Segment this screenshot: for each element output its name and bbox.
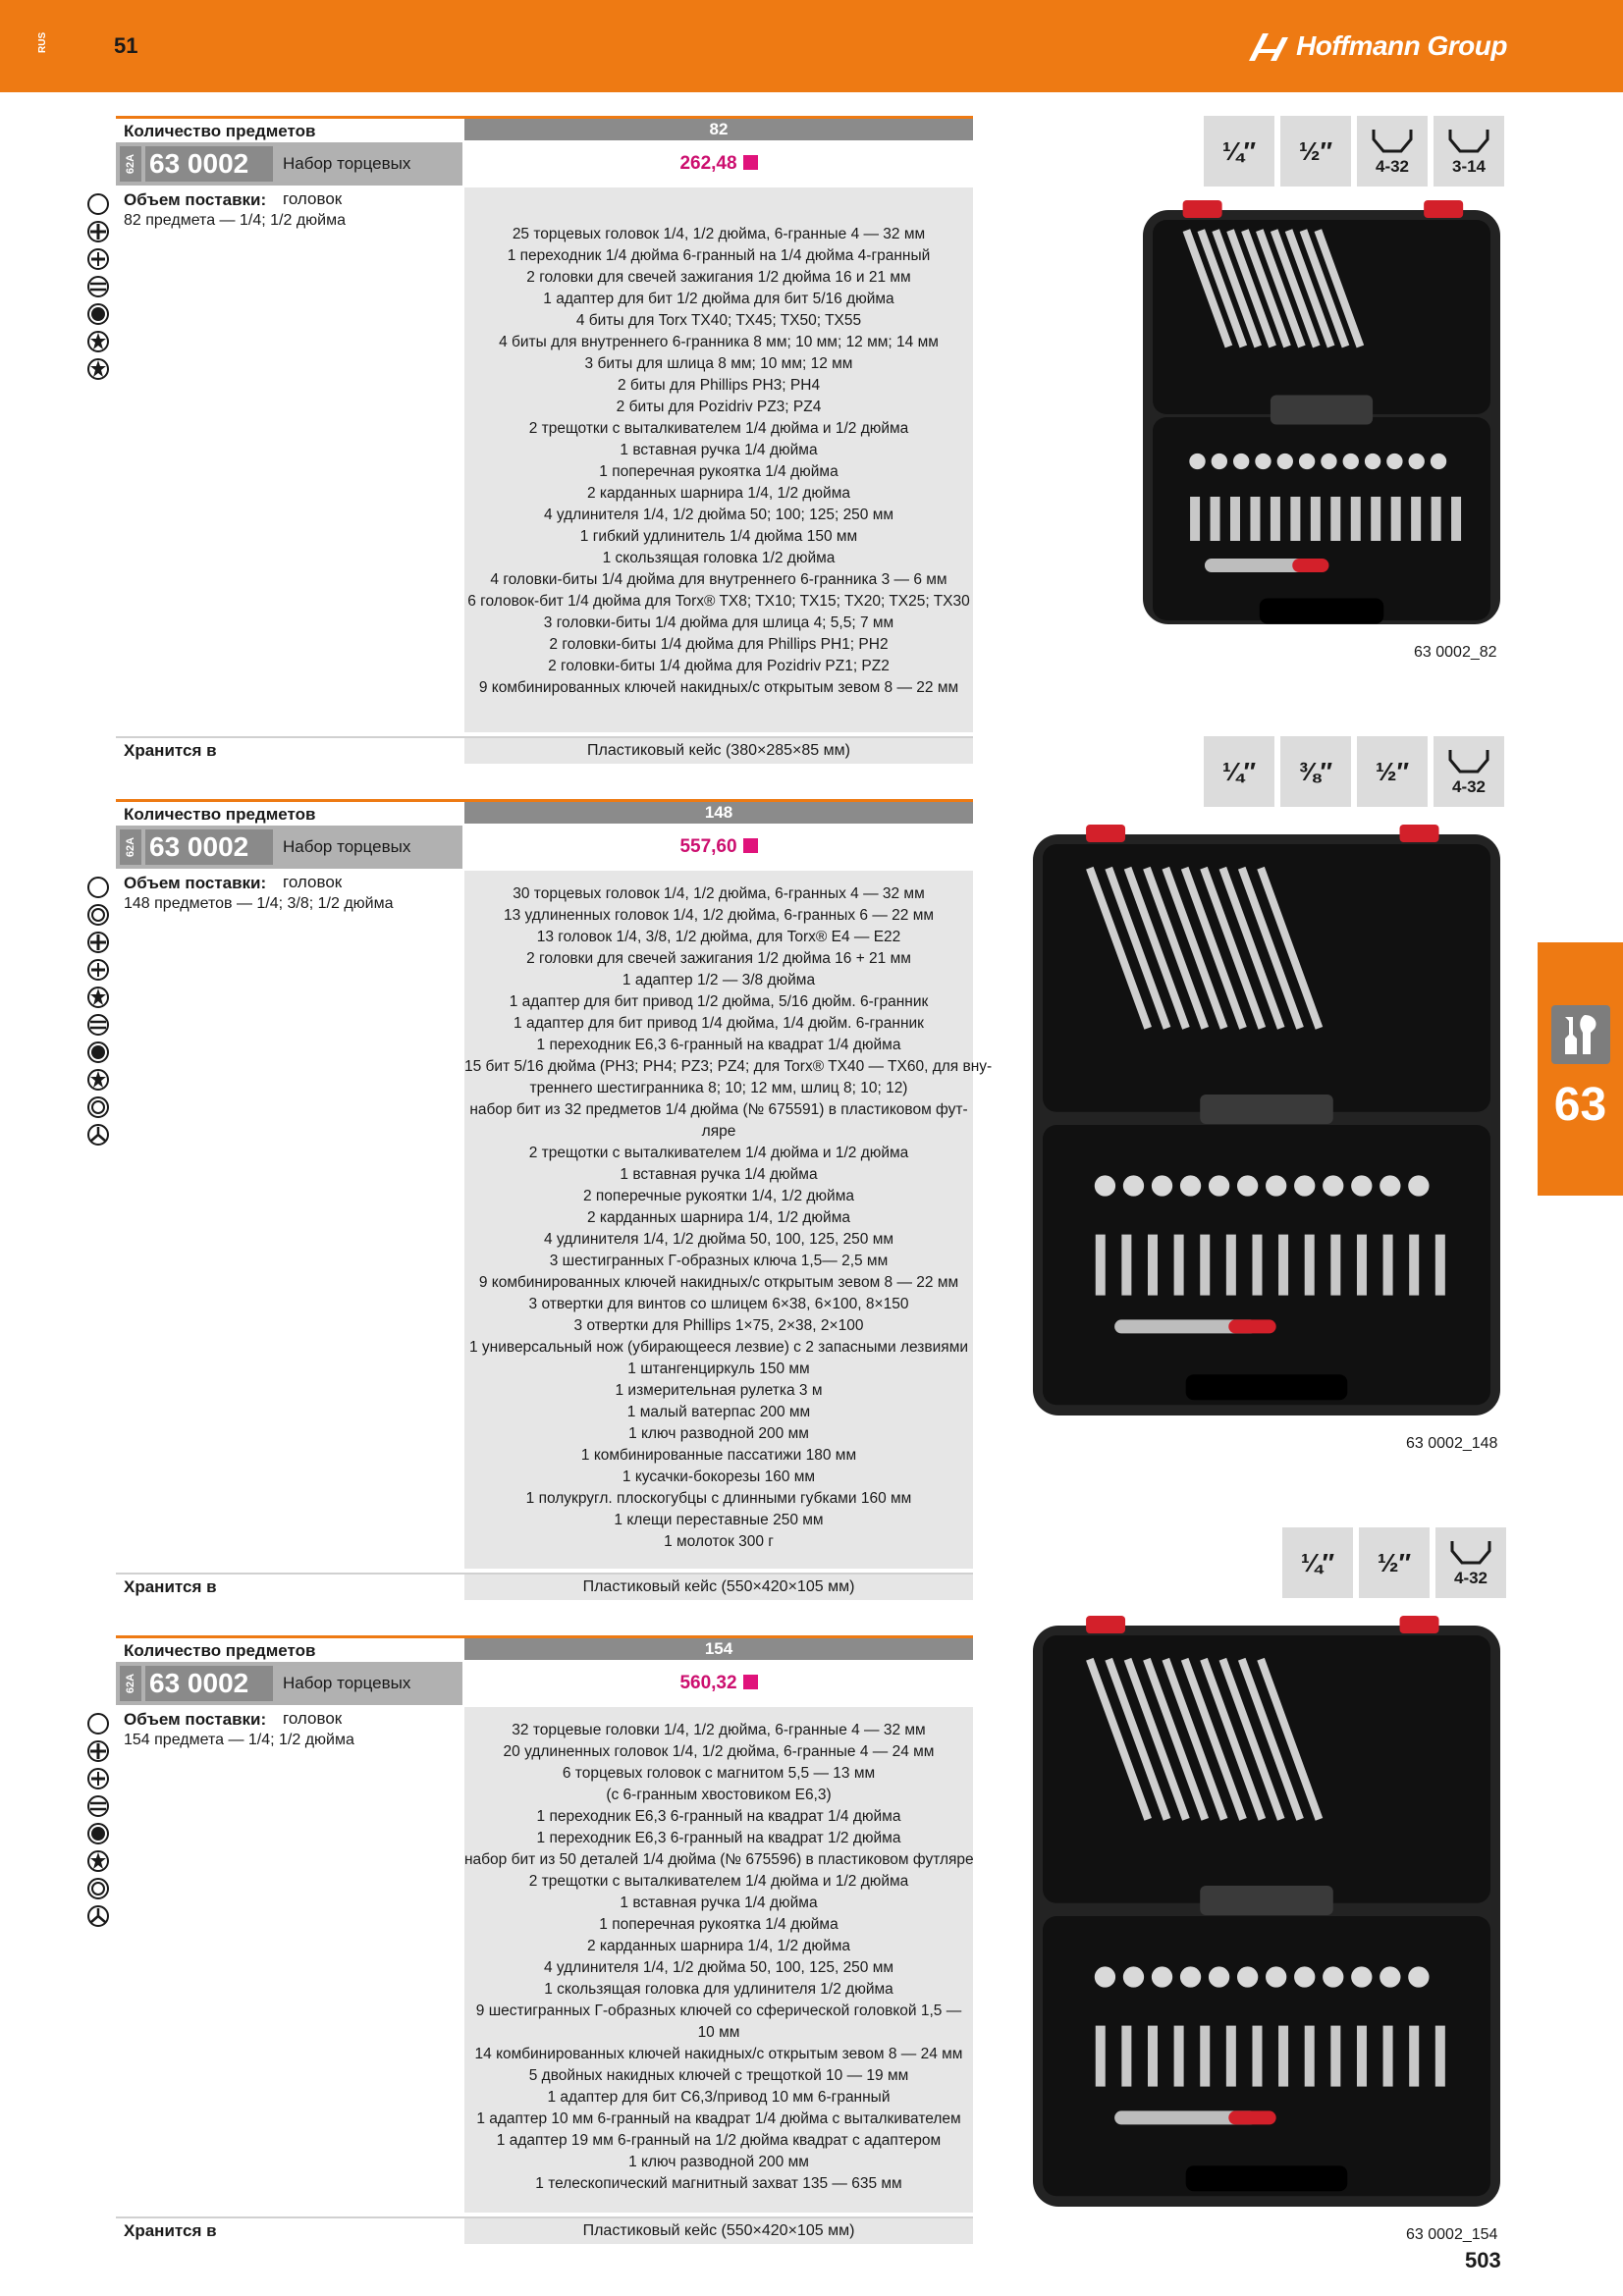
product-block: [116, 799, 993, 1604]
article-number: 63 0002: [145, 146, 273, 182]
item-line: 1 ключ разводной 200 мм: [628, 2154, 809, 2170]
item-line: ляре: [701, 1123, 736, 1140]
item-line: 1 переходник E6,3 6-гранный на квадрат 1/4 дюйма: [536, 1808, 901, 1825]
item-line: 30 торцевых головок 1/4, 1/2 дюйма, 6-гранных 4 — 32 мм: [513, 885, 925, 902]
chapter-tab[interactable]: [1538, 942, 1623, 1196]
drive-size: ¼″: [1204, 116, 1274, 187]
tool-type-icon: [86, 1767, 110, 1790]
item-line: 9 шестигранных Г-образных ключей со сферической головкой 1,5 —: [475, 2002, 962, 2019]
scope-text: 82 предмета — 1/4; 1/2 дюйма: [124, 212, 346, 229]
drive-size: ½″: [1357, 736, 1428, 807]
item-line: 14 комбинированных ключей накидных/с открытым зевом 8 — 24 мм: [474, 2046, 963, 2062]
storage-value: Пластиковый кейс (550×420×105 мм): [464, 2218, 973, 2244]
item-line: 2 поперечные рукоятки 1/4, 1/2 дюйма: [582, 1188, 854, 1204]
scope-text: 148 предметов — 1/4; 3/8; 1/2 дюйма: [124, 895, 394, 912]
price: 557,60: [464, 826, 973, 869]
item-line: 1 малый ватерпас 200 мм: [626, 1404, 811, 1420]
size-indicators: [1204, 736, 1504, 807]
item-line: 2 головки для свечей зажигания 1/2 дюйма 16 и 21 мм: [526, 269, 911, 286]
item-line: 1 адаптер для бит привод 1/4 дюйма, 1/4 дюйм. 6-гранник: [514, 1015, 924, 1032]
item-line: 2 биты для Pozidriv PZ3; PZ4: [616, 399, 822, 415]
drive-size: ½″: [1359, 1527, 1430, 1598]
tools-icon: [1551, 1005, 1610, 1064]
price-marker-icon: [743, 155, 758, 170]
size-range: 4-32: [1451, 777, 1487, 796]
item-line: 2 карданных шарнира 1/4, 1/2 дюйма: [587, 485, 850, 502]
image-caption: 63 0002_154: [1406, 2226, 1498, 2243]
product-name: Набор торцевых головок: [283, 837, 411, 891]
item-line: 4 биты для внутреннего 6-гранника 8 мм; 10 мм; 12 мм; 14 мм: [499, 334, 939, 350]
item-line: 1 ключ разводной 200 мм: [628, 1425, 809, 1442]
hoffmann-logo-icon: [1247, 29, 1290, 63]
hex-socket-icon: [1357, 116, 1428, 187]
item-line: набор бит из 32 предметов 1/4 дюйма (№ 675591) в пластиковом фут-: [469, 1101, 968, 1118]
item-line: 1 адаптер 10 мм 6-гранный на квадрат 1/4 дюйма с выталкивателем: [476, 2110, 961, 2127]
items-list: [464, 1720, 973, 2195]
item-line: 1 измерительная рулетка 3 м: [615, 1382, 823, 1399]
item-line: 1 вставная ручка 1/4 дюйма: [620, 1895, 818, 1911]
tool-type-icon: [86, 330, 110, 353]
scope-label: Объем поставки:: [124, 874, 267, 892]
scope-text: 154 предмета — 1/4; 1/2 дюйма: [124, 1732, 354, 1748]
tool-type-icon: [86, 357, 110, 381]
product-name: Набор торцевых головок: [283, 154, 411, 208]
language-code: RUS: [37, 31, 48, 53]
material-code: 62A: [120, 829, 141, 865]
hex-socket-icon: [1435, 1527, 1506, 1598]
tool-type-icon: [86, 1739, 110, 1763]
item-line: 1 комбинированные пассатижи 180 мм: [580, 1447, 857, 1464]
image-caption: 63 0002_148: [1406, 1435, 1498, 1452]
item-line: 1 штангенциркуль 150 мм: [627, 1361, 810, 1377]
item-line: 1 клещи переставные 250 мм: [614, 1512, 824, 1528]
item-line: 13 головок 1/4, 3/8, 1/2 дюйма, для Torx® E4 — E22: [536, 929, 901, 945]
tool-type-icon: [86, 1013, 110, 1037]
quantity-value: 148: [464, 802, 973, 824]
image-caption: 63 0002_82: [1414, 644, 1497, 661]
tool-type-icon: [86, 1877, 110, 1900]
drive-size: ¼″: [1204, 736, 1274, 807]
brand-name: Hoffmann Group: [1296, 30, 1507, 61]
hex-socket-icon: [1434, 736, 1504, 807]
item-line: 4 удлинителя 1/4, 1/2 дюйма 50; 100; 125; 250 мм: [543, 507, 894, 523]
tool-type-icon: [86, 192, 110, 216]
item-line: 3 биты для шлица 8 мм; 10 мм; 12 мм: [584, 355, 853, 372]
material-code: 62A: [120, 146, 141, 182]
quantity-value: 82: [464, 119, 973, 140]
item-line: 3 отвертки для винтов со шлицем 6×38, 6×100, 8×150: [528, 1296, 909, 1312]
hex-socket-icon: [1434, 116, 1504, 187]
tool-type-icon: [86, 986, 110, 1009]
tool-type-icon: [86, 1712, 110, 1735]
item-line: 4 удлинителя 1/4, 1/2 дюйма 50, 100, 125, 250 мм: [543, 1231, 894, 1248]
price-marker-icon: [743, 1675, 758, 1689]
item-line: 2 головки-биты 1/4 дюйма для Phillips PH1; PH2: [549, 636, 889, 653]
article-number: 63 0002: [145, 829, 273, 865]
item-line: 1 адаптер для бит 1/2 дюйма для бит 5/16 дюйма: [543, 291, 894, 307]
item-line: 2 биты для Phillips PH3; PH4: [617, 377, 821, 394]
item-line: 2 трещотки с выталкивателем 1/4 дюйма и 1/2 дюйма: [528, 1145, 909, 1161]
item-line: 32 торцевые головки 1/4, 1/2 дюйма, 6-гранные 4 — 32 мм: [512, 1722, 926, 1738]
item-line: 13 удлиненных головок 1/4, 1/2 дюйма, 6-гранных 6 — 22 мм: [503, 907, 935, 924]
size-indicators: [1204, 116, 1504, 187]
item-line: 1 адаптер 1/2 — 3/8 дюйма: [622, 972, 816, 988]
size-range: 4-32: [1375, 157, 1410, 176]
drive-size: ⅜″: [1280, 736, 1351, 807]
tool-type-icon: [86, 1123, 110, 1147]
item-line: 1 кусачки-бокорезы 160 мм: [622, 1468, 816, 1485]
article-number: 63 0002: [145, 1666, 273, 1701]
item-line: 1 поперечная рукоятка 1/4 дюйма: [599, 463, 839, 480]
item-line: 1 телескопический магнитный захват 135 — 635 мм: [535, 2175, 902, 2192]
toolcase-image: [1139, 196, 1504, 638]
scope-label: Объем поставки:: [124, 190, 267, 209]
page-number-bottom: 503: [1465, 2248, 1501, 2272]
item-line: 2 карданных шарнира 1/4, 1/2 дюйма: [587, 1209, 850, 1226]
scope-label: Объем поставки:: [124, 1710, 267, 1729]
page-number-top: 51: [114, 33, 138, 58]
product-name: Набор торцевых головок: [283, 1674, 411, 1728]
tool-type-icon: [86, 1794, 110, 1818]
brand-logo: [1247, 29, 1507, 63]
item-line: 2 карданных шарнира 1/4, 1/2 дюйма: [587, 1938, 850, 1954]
tool-type-icons: [86, 876, 110, 1147]
size-indicators: [1282, 1527, 1506, 1598]
quantity-label: Количество предметов: [124, 122, 316, 140]
item-line: 2 трещотки с выталкивателем 1/4 дюйма и 1/2 дюйма: [528, 420, 909, 437]
size-range: 3-14: [1451, 157, 1487, 176]
tool-type-icon: [86, 876, 110, 899]
item-line: 4 удлинителя 1/4, 1/2 дюйма 50, 100, 125, 250 мм: [543, 1959, 894, 1976]
item-line: 1 переходник E6,3 6-гранный на квадрат 1/4 дюйма: [536, 1037, 901, 1053]
item-line: 2 головки-биты 1/4 дюйма для Pozidriv PZ1; PZ2: [548, 658, 890, 674]
item-line: 9 комбинированных ключей накидных/с открытым зевом 8 — 22 мм: [478, 679, 959, 696]
item-line: 2 трещотки с выталкивателем 1/4 дюйма и 1/2 дюйма: [528, 1873, 909, 1890]
item-line: 1 адаптер для бит привод 1/2 дюйма, 5/16 дюйм. 6-гранник: [509, 993, 929, 1010]
tool-type-icon: [86, 1904, 110, 1928]
item-line: 1 молоток 300 г: [664, 1533, 774, 1550]
item-line: 1 вставная ручка 1/4 дюйма: [620, 442, 818, 458]
item-line: 1 скользящая головка для удлинителя 1/2 дюйма: [544, 1981, 893, 1998]
item-line: (с 6-гранным хвостовиком E6,3): [606, 1787, 832, 1803]
item-line: 1 переходник E6,3 6-гранный на квадрат 1/2 дюйма: [536, 1830, 901, 1846]
item-line: 3 отвертки для Phillips 1×75, 2×38, 2×100: [573, 1317, 864, 1334]
item-line: набор бит из 50 деталей 1/4 дюйма (№ 675596) в пластиковом футляре: [464, 1851, 974, 1868]
size-range: 4-32: [1453, 1569, 1488, 1587]
storage-value: Пластиковый кейс (380×285×85 мм): [464, 738, 973, 764]
item-line: 10 мм: [697, 2024, 740, 2041]
price-marker-icon: [743, 838, 758, 853]
quantity-label: Количество предметов: [124, 805, 316, 824]
storage-label: Хранится в: [124, 2221, 217, 2240]
item-line: 1 переходник 1/4 дюйма 6-гранный на 1/4 дюйма 4-гранный: [507, 247, 931, 264]
item-line: треннего шестигранника 8; 10; 12 мм, шлиц 8; 10; 12): [529, 1080, 908, 1096]
tool-type-icons: [86, 1712, 110, 1928]
item-line: 1 поперечная рукоятка 1/4 дюйма: [599, 1916, 839, 1933]
item-line: 1 вставная ручка 1/4 дюйма: [620, 1166, 818, 1183]
tool-type-icon: [86, 302, 110, 326]
tool-type-icon: [86, 247, 110, 271]
price: 560,32: [464, 1662, 973, 1705]
quantity-value: 154: [464, 1638, 973, 1660]
tool-type-icon: [86, 903, 110, 927]
storage-label: Хранится в: [124, 741, 217, 760]
tool-type-icon: [86, 1095, 110, 1119]
items-list: [464, 224, 973, 699]
tool-type-icon: [86, 1041, 110, 1064]
storage-label: Хранится в: [124, 1577, 217, 1596]
tool-type-icons: [86, 192, 110, 381]
item-line: 3 головки-биты 1/4 дюйма для шлица 4; 5,5; 7 мм: [543, 614, 894, 631]
item-line: 5 двойных накидных ключей с трещоткой 10 — 19 мм: [528, 2067, 909, 2084]
tool-type-icon: [86, 1068, 110, 1092]
item-line: 2 головки для свечей зажигания 1/2 дюйма 16 + 21 мм: [526, 950, 911, 967]
tool-type-icon: [86, 275, 110, 298]
drive-size: ¼″: [1282, 1527, 1353, 1598]
item-line: 25 торцевых головок 1/4, 1/2 дюйма, 6-гранные 4 — 32 мм: [512, 226, 926, 242]
item-line: 1 адаптер для бит C6,3/привод 10 мм 6-гранный: [547, 2089, 891, 2106]
toolcase-image: [1029, 821, 1504, 1429]
item-line: 6 головок-бит 1/4 дюйма для Torx® TX8; TX10; TX15; TX20; TX25; TX30: [467, 593, 970, 610]
item-line: 1 полукругл. плоскогубцы с длинными губками 160 мм: [525, 1490, 912, 1507]
item-line: 20 удлиненных головок 1/4, 1/2 дюйма, 6-гранные 4 — 24 мм: [503, 1743, 935, 1760]
items-list: [464, 883, 993, 1553]
item-line: 9 комбинированных ключей накидных/с открытым зевом 8 — 22 мм: [478, 1274, 959, 1291]
item-line: 3 шестигранных Г-образных ключа 1,5— 2,5 мм: [549, 1253, 889, 1269]
tool-type-icon: [86, 931, 110, 954]
tool-type-icon: [86, 958, 110, 982]
drive-size: ½″: [1280, 116, 1351, 187]
material-code: 62A: [120, 1666, 141, 1701]
chapter-number: 63: [1553, 1079, 1607, 1131]
toolcase-image: [1029, 1612, 1504, 2220]
item-line: 1 универсальный нож (убирающееся лезвие) с 2 запасными лезвиями: [468, 1339, 969, 1356]
product-block: [116, 1635, 973, 2248]
storage-value: Пластиковый кейс (550×420×105 мм): [464, 1575, 973, 1600]
item-line: 1 скользящая головка 1/2 дюйма: [602, 550, 836, 566]
price: 262,48: [464, 142, 973, 186]
product-block: [116, 116, 973, 768]
page-header: [0, 0, 1623, 92]
item-line: 1 адаптер 19 мм 6-гранный на 1/2 дюйма квадрат с адаптером: [496, 2132, 942, 2149]
tool-type-icon: [86, 1822, 110, 1845]
quantity-label: Количество предметов: [124, 1641, 316, 1660]
tool-type-icon: [86, 220, 110, 243]
item-line: 4 головки-биты 1/4 дюйма для внутреннего 6-гранника 3 — 6 мм: [490, 571, 947, 588]
item-line: 6 торцевых головок с магнитом 5,5 — 13 мм: [562, 1765, 876, 1782]
tool-type-icon: [86, 1849, 110, 1873]
item-line: 1 гибкий удлинитель 1/4 дюйма 150 мм: [579, 528, 858, 545]
item-line: 4 биты для Torx TX40; TX45; TX50; TX55: [575, 312, 862, 329]
item-line: 15 бит 5/16 дюйма (PH3; PH4; PZ3; PZ4; для Torx® TX40 — TX60, для вну-: [464, 1058, 993, 1075]
